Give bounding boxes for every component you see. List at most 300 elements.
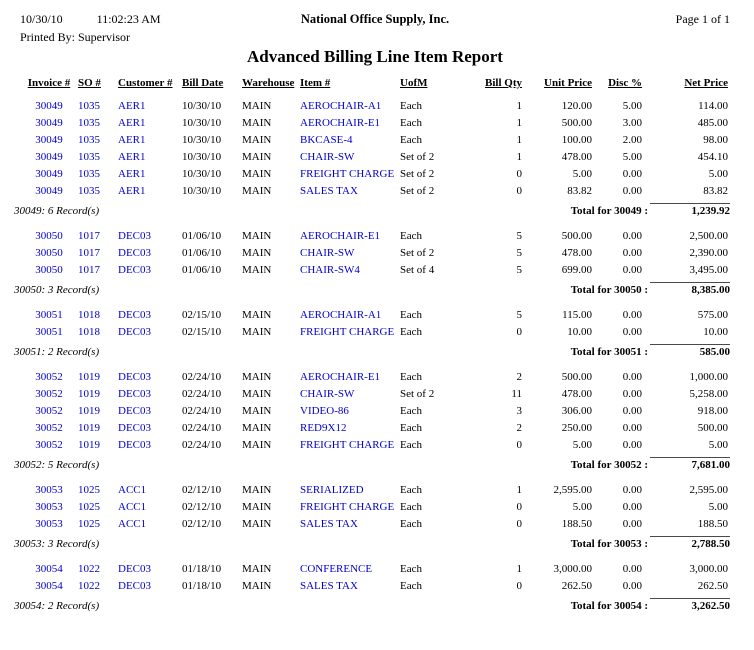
customer-number[interactable]: DEC03 bbox=[118, 247, 151, 259]
column-header-uofm: UofM bbox=[400, 77, 428, 89]
item-number[interactable]: FREIGHT CHARGE bbox=[300, 501, 395, 513]
uofm: Each bbox=[400, 100, 422, 112]
bill-qty: 1 bbox=[516, 484, 522, 496]
invoice-number[interactable]: 30052 bbox=[35, 439, 63, 451]
uofm: Each bbox=[400, 117, 422, 129]
uofm: Each bbox=[400, 309, 422, 321]
bill-date: 01/18/10 bbox=[182, 563, 222, 575]
column-header-bill-qty: Bill Qty bbox=[485, 77, 522, 89]
table-row bbox=[20, 324, 730, 341]
disc-percent: 0.00 bbox=[622, 168, 642, 180]
so-number[interactable]: 1035 bbox=[78, 185, 100, 197]
so-number[interactable]: 1019 bbox=[78, 371, 100, 383]
item-number[interactable]: CHAIR-SW4 bbox=[300, 264, 360, 276]
item-number[interactable]: AEROCHAIR-E1 bbox=[300, 371, 381, 383]
net-price: 98.00 bbox=[703, 134, 728, 146]
warehouse: MAIN bbox=[242, 439, 272, 451]
unit-price: 250.00 bbox=[561, 422, 592, 434]
table-row bbox=[20, 98, 730, 115]
table-row bbox=[20, 262, 730, 279]
unit-price: 83.82 bbox=[567, 185, 592, 197]
bill-qty: 5 bbox=[516, 230, 522, 242]
uofm: Each bbox=[400, 580, 422, 592]
net-price: 262.50 bbox=[697, 580, 728, 592]
net-price: 485.00 bbox=[697, 117, 728, 129]
net-price: 5.00 bbox=[708, 501, 728, 513]
bill-date: 10/30/10 bbox=[182, 100, 222, 112]
unit-price: 100.00 bbox=[561, 134, 592, 146]
customer-number[interactable]: AER1 bbox=[118, 168, 146, 180]
invoice-number[interactable]: 30053 bbox=[35, 518, 63, 530]
invoice-number[interactable]: 30052 bbox=[35, 405, 63, 417]
report-header-row bbox=[20, 12, 730, 27]
table-row bbox=[20, 561, 730, 578]
customer-number[interactable]: ACC1 bbox=[118, 501, 147, 513]
customer-number[interactable]: DEC03 bbox=[118, 422, 151, 434]
customer-number[interactable]: DEC03 bbox=[118, 264, 151, 276]
net-price: 575.00 bbox=[697, 309, 728, 321]
bill-date: 10/30/10 bbox=[182, 168, 222, 180]
column-header-customer: Customer # bbox=[118, 77, 173, 89]
disc-percent: 0.00 bbox=[622, 518, 642, 530]
warehouse: MAIN bbox=[242, 309, 272, 321]
so-number[interactable]: 1025 bbox=[78, 484, 100, 496]
table-row bbox=[20, 166, 730, 183]
net-price: 188.50 bbox=[697, 518, 728, 530]
group-total-value: 585.00 bbox=[650, 344, 730, 358]
customer-number[interactable]: AER1 bbox=[118, 185, 146, 197]
so-number[interactable]: 1035 bbox=[78, 134, 100, 146]
bill-qty: 1 bbox=[516, 151, 522, 163]
disc-percent: 0.00 bbox=[622, 326, 642, 338]
disc-percent: 0.00 bbox=[622, 484, 642, 496]
table-row bbox=[20, 115, 730, 132]
unit-price: 478.00 bbox=[561, 151, 592, 163]
invoice-number[interactable]: 30049 bbox=[35, 134, 63, 146]
customer-number[interactable]: DEC03 bbox=[118, 405, 151, 417]
uofm: Each bbox=[400, 230, 422, 242]
invoice-number[interactable]: 30049 bbox=[35, 151, 63, 163]
table-row bbox=[20, 183, 730, 200]
company-name: National Office Supply, Inc. bbox=[300, 12, 450, 26]
bill-date: 01/06/10 bbox=[182, 247, 222, 259]
column-header-bill-date: Bill Date bbox=[182, 77, 224, 89]
invoice-number[interactable]: 30052 bbox=[35, 388, 63, 400]
item-number[interactable]: CHAIR-SW bbox=[300, 247, 355, 259]
item-number[interactable]: SALES TAX bbox=[300, 185, 358, 197]
invoice-number[interactable]: 30050 bbox=[35, 264, 63, 276]
so-number[interactable]: 1017 bbox=[78, 247, 100, 259]
customer-number[interactable]: DEC03 bbox=[118, 230, 151, 242]
bill-qty: 0 bbox=[516, 185, 522, 197]
warehouse: MAIN bbox=[242, 185, 272, 197]
uofm: Each bbox=[400, 518, 422, 530]
group-total-label: Total for 30051 : bbox=[570, 346, 648, 358]
bill-date: 02/15/10 bbox=[182, 326, 222, 338]
net-price: 454.10 bbox=[697, 151, 728, 163]
warehouse: MAIN bbox=[242, 371, 272, 383]
warehouse: MAIN bbox=[242, 422, 272, 434]
bill-date: 02/12/10 bbox=[182, 518, 222, 530]
customer-number[interactable]: DEC03 bbox=[118, 371, 151, 383]
unit-price: 115.00 bbox=[562, 309, 592, 321]
record-count: 30050: 3 Record(s) bbox=[14, 284, 100, 296]
invoice-number[interactable]: 30049 bbox=[35, 168, 63, 180]
so-number[interactable]: 1017 bbox=[78, 230, 100, 242]
report-title: Advanced Billing Line Item Report bbox=[247, 47, 503, 66]
table-row bbox=[20, 516, 730, 533]
unit-price: 10.00 bbox=[567, 326, 592, 338]
customer-number[interactable]: DEC03 bbox=[118, 439, 151, 451]
bill-date: 02/12/10 bbox=[182, 501, 222, 513]
uofm: Each bbox=[400, 371, 422, 383]
report-date: 10/30/10 bbox=[20, 12, 63, 26]
disc-percent: 0.00 bbox=[622, 439, 642, 451]
warehouse: MAIN bbox=[242, 484, 272, 496]
uofm: Each bbox=[400, 405, 422, 417]
report-datetime bbox=[20, 12, 301, 27]
group-total-label: Total for 30050 : bbox=[570, 284, 648, 296]
bill-qty: 1 bbox=[516, 134, 522, 146]
bill-qty: 0 bbox=[516, 580, 522, 592]
unit-price: 699.00 bbox=[561, 264, 592, 276]
table-row bbox=[20, 499, 730, 516]
unit-price: 5.00 bbox=[572, 501, 592, 513]
bill-date: 10/30/10 bbox=[182, 117, 222, 129]
item-number[interactable]: CHAIR-SW bbox=[300, 151, 355, 163]
group-footer bbox=[14, 344, 730, 358]
invoice-number[interactable]: 30052 bbox=[35, 371, 63, 383]
warehouse: MAIN bbox=[242, 230, 272, 242]
unit-price: 500.00 bbox=[561, 117, 592, 129]
so-number[interactable]: 1019 bbox=[78, 439, 100, 451]
unit-price: 188.50 bbox=[561, 518, 592, 530]
table-row bbox=[20, 228, 730, 245]
bill-qty: 0 bbox=[516, 518, 522, 530]
report-time: 11:02:23 AM bbox=[96, 12, 161, 26]
warehouse: MAIN bbox=[242, 326, 272, 338]
unit-price: 5.00 bbox=[572, 168, 592, 180]
table-row bbox=[20, 386, 730, 403]
table-row bbox=[20, 482, 730, 499]
invoice-group bbox=[14, 482, 730, 550]
customer-number[interactable]: DEC03 bbox=[118, 388, 151, 400]
disc-percent: 0.00 bbox=[622, 247, 642, 259]
disc-percent: 0.00 bbox=[622, 422, 642, 434]
net-price: 10.00 bbox=[703, 326, 728, 338]
disc-percent: 0.00 bbox=[622, 563, 642, 575]
bill-qty: 0 bbox=[516, 168, 522, 180]
unit-price: 262.50 bbox=[561, 580, 592, 592]
uofm: Set of 2 bbox=[400, 247, 435, 259]
so-number[interactable]: 1025 bbox=[78, 518, 100, 530]
record-count: 30052: 5 Record(s) bbox=[14, 459, 100, 471]
group-total-label: Total for 30054 : bbox=[570, 600, 648, 612]
disc-percent: 0.00 bbox=[622, 388, 642, 400]
item-number[interactable]: FREIGHT CHARGE bbox=[300, 326, 395, 338]
bill-qty: 3 bbox=[516, 405, 522, 417]
uofm: Set of 2 bbox=[400, 151, 435, 163]
warehouse: MAIN bbox=[242, 518, 272, 530]
invoice-number[interactable]: 30050 bbox=[35, 247, 63, 259]
group-footer bbox=[14, 282, 730, 296]
invoice-number[interactable]: 30053 bbox=[35, 501, 63, 513]
group-total-label: Total for 30052 : bbox=[570, 459, 648, 471]
group-total-value: 3,262.50 bbox=[650, 598, 730, 612]
warehouse: MAIN bbox=[242, 388, 272, 400]
bill-qty: 2 bbox=[516, 371, 522, 383]
unit-price: 3,000.00 bbox=[553, 563, 592, 575]
so-number[interactable]: 1035 bbox=[78, 151, 100, 163]
column-header-disc: Disc % bbox=[608, 77, 642, 89]
item-number[interactable]: AEROCHAIR-E1 bbox=[300, 117, 381, 129]
table-header bbox=[20, 77, 730, 89]
record-count: 30049: 6 Record(s) bbox=[14, 205, 100, 217]
net-price: 2,595.00 bbox=[689, 484, 728, 496]
net-price: 2,390.00 bbox=[689, 247, 728, 259]
uofm: Each bbox=[400, 484, 422, 496]
disc-percent: 0.00 bbox=[622, 185, 642, 197]
group-total-value: 1,239.92 bbox=[650, 203, 730, 217]
disc-percent: 0.00 bbox=[622, 580, 642, 592]
group-total-label: Total for 30053 : bbox=[570, 538, 648, 550]
item-number[interactable]: FREIGHT CHARGE bbox=[300, 168, 395, 180]
net-price: 1,000.00 bbox=[689, 371, 728, 383]
group-total-label: Total for 30049 : bbox=[570, 205, 648, 217]
item-number[interactable]: SALES TAX bbox=[300, 518, 358, 530]
bill-date: 02/15/10 bbox=[182, 309, 222, 321]
bill-date: 02/24/10 bbox=[182, 422, 222, 434]
column-header-so: SO # bbox=[78, 77, 101, 89]
so-number[interactable]: 1022 bbox=[78, 580, 100, 592]
net-price: 2,500.00 bbox=[689, 230, 728, 242]
disc-percent: 0.00 bbox=[622, 264, 642, 276]
bill-date: 02/24/10 bbox=[182, 439, 222, 451]
unit-price: 2,595.00 bbox=[553, 484, 592, 496]
unit-price: 478.00 bbox=[561, 388, 592, 400]
warehouse: MAIN bbox=[242, 168, 272, 180]
invoice-group bbox=[14, 307, 730, 358]
disc-percent: 0.00 bbox=[622, 309, 642, 321]
disc-percent: 5.00 bbox=[622, 100, 642, 112]
warehouse: MAIN bbox=[242, 100, 272, 112]
bill-date: 02/12/10 bbox=[182, 484, 222, 496]
item-number[interactable]: SERIALIZED bbox=[300, 484, 364, 496]
uofm: Set of 2 bbox=[400, 388, 435, 400]
net-price: 5.00 bbox=[708, 439, 728, 451]
item-number[interactable]: CHAIR-SW bbox=[300, 388, 355, 400]
item-number[interactable]: AEROCHAIR-A1 bbox=[300, 309, 382, 321]
column-header-invoice: Invoice # bbox=[27, 77, 71, 89]
invoice-number[interactable]: 30054 bbox=[35, 580, 63, 592]
so-number[interactable]: 1025 bbox=[78, 501, 100, 513]
item-number[interactable]: AEROCHAIR-E1 bbox=[300, 230, 381, 242]
so-number[interactable]: 1035 bbox=[78, 168, 100, 180]
table-row bbox=[20, 245, 730, 262]
uofm: Each bbox=[400, 501, 422, 513]
so-number[interactable]: 1035 bbox=[78, 100, 100, 112]
bill-qty: 5 bbox=[516, 247, 522, 259]
invoice-number[interactable]: 30051 bbox=[35, 326, 63, 338]
record-count: 30053: 3 Record(s) bbox=[14, 538, 100, 550]
bill-qty: 2 bbox=[516, 422, 522, 434]
disc-percent: 5.00 bbox=[622, 151, 642, 163]
table-row bbox=[20, 420, 730, 437]
net-price: 3,000.00 bbox=[689, 563, 728, 575]
disc-percent: 0.00 bbox=[622, 501, 642, 513]
warehouse: MAIN bbox=[242, 405, 272, 417]
table-row bbox=[20, 132, 730, 149]
so-number[interactable]: 1019 bbox=[78, 388, 100, 400]
bill-date: 02/24/10 bbox=[182, 405, 222, 417]
invoice-number[interactable]: 30054 bbox=[35, 563, 63, 575]
warehouse: MAIN bbox=[242, 247, 272, 259]
net-price: 83.82 bbox=[703, 185, 728, 197]
customer-number[interactable]: AER1 bbox=[118, 134, 146, 146]
so-number[interactable]: 1019 bbox=[78, 405, 100, 417]
so-number[interactable]: 1018 bbox=[78, 326, 100, 338]
warehouse: MAIN bbox=[242, 151, 272, 163]
group-footer bbox=[14, 536, 730, 550]
unit-price: 306.00 bbox=[561, 405, 592, 417]
so-number[interactable]: 1019 bbox=[78, 422, 100, 434]
item-number[interactable]: CONFERENCE bbox=[300, 563, 373, 575]
table-row bbox=[20, 578, 730, 595]
invoice-group bbox=[14, 228, 730, 296]
disc-percent: 0.00 bbox=[622, 230, 642, 242]
bill-date: 10/30/10 bbox=[182, 151, 222, 163]
so-number[interactable]: 1022 bbox=[78, 563, 100, 575]
so-number[interactable]: 1018 bbox=[78, 309, 100, 321]
item-number[interactable]: FREIGHT CHARGE bbox=[300, 439, 395, 451]
net-price: 5,258.00 bbox=[689, 388, 728, 400]
bill-qty: 1 bbox=[516, 563, 522, 575]
net-price: 5.00 bbox=[708, 168, 728, 180]
customer-number[interactable]: AER1 bbox=[118, 117, 146, 129]
customer-number[interactable]: DEC03 bbox=[118, 563, 151, 575]
invoice-number[interactable]: 30050 bbox=[35, 230, 63, 242]
uofm: Set of 4 bbox=[400, 264, 435, 276]
printed-by: Printed By: Supervisor bbox=[20, 30, 130, 44]
item-number[interactable]: AEROCHAIR-A1 bbox=[300, 100, 382, 112]
disc-percent: 0.00 bbox=[622, 371, 642, 383]
invoice-group bbox=[14, 369, 730, 471]
uofm: Set of 2 bbox=[400, 185, 435, 197]
bill-date: 10/30/10 bbox=[182, 134, 222, 146]
invoice-group bbox=[14, 561, 730, 612]
warehouse: MAIN bbox=[242, 134, 272, 146]
warehouse: MAIN bbox=[242, 264, 272, 276]
invoice-number[interactable]: 30053 bbox=[35, 484, 63, 496]
uofm: Each bbox=[400, 439, 422, 451]
group-footer bbox=[14, 203, 730, 217]
bill-qty: 5 bbox=[516, 264, 522, 276]
table-row bbox=[20, 149, 730, 166]
item-number[interactable]: VIDEO-86 bbox=[300, 405, 349, 417]
invoice-number[interactable]: 30052 bbox=[35, 422, 63, 434]
net-price: 500.00 bbox=[697, 422, 728, 434]
bill-date: 02/24/10 bbox=[182, 371, 222, 383]
customer-number[interactable]: AER1 bbox=[118, 151, 146, 163]
group-total-value: 7,681.00 bbox=[650, 457, 730, 471]
table-row bbox=[20, 369, 730, 386]
bill-qty: 11 bbox=[511, 388, 522, 400]
unit-price: 500.00 bbox=[561, 371, 592, 383]
group-footer bbox=[14, 598, 730, 612]
bill-date: 01/06/10 bbox=[182, 230, 222, 242]
column-header-item: Item # bbox=[300, 77, 331, 89]
table-row bbox=[20, 307, 730, 324]
item-number[interactable]: RED9X12 bbox=[300, 422, 347, 434]
item-number[interactable]: SALES TAX bbox=[300, 580, 358, 592]
unit-price: 500.00 bbox=[561, 230, 592, 242]
disc-percent: 0.00 bbox=[622, 405, 642, 417]
customer-number[interactable]: ACC1 bbox=[118, 484, 147, 496]
bill-qty: 0 bbox=[516, 501, 522, 513]
invoice-number[interactable]: 30051 bbox=[35, 309, 63, 321]
page-number: Page 1 of 1 bbox=[675, 12, 730, 26]
column-header-net-price: Net Price bbox=[684, 77, 728, 89]
bill-date: 10/30/10 bbox=[182, 185, 222, 197]
bill-qty: 0 bbox=[516, 326, 522, 338]
column-header-warehouse: Warehouse bbox=[242, 77, 295, 89]
invoice-number[interactable]: 30049 bbox=[35, 100, 63, 112]
net-price: 114.00 bbox=[698, 100, 728, 112]
customer-number[interactable]: DEC03 bbox=[118, 309, 151, 321]
uofm: Each bbox=[400, 422, 422, 434]
unit-price: 5.00 bbox=[572, 439, 592, 451]
customer-number[interactable]: DEC03 bbox=[118, 326, 151, 338]
group-total-value: 8,385.00 bbox=[650, 282, 730, 296]
bill-qty: 0 bbox=[516, 439, 522, 451]
record-count: 30054: 2 Record(s) bbox=[14, 600, 100, 612]
uofm: Set of 2 bbox=[400, 168, 435, 180]
so-number[interactable]: 1035 bbox=[78, 117, 100, 129]
column-header-unit-price: Unit Price bbox=[544, 77, 592, 89]
bill-qty: 1 bbox=[516, 117, 522, 129]
table-row bbox=[20, 437, 730, 454]
customer-number[interactable]: AER1 bbox=[118, 100, 146, 112]
invoice-number[interactable]: 30049 bbox=[35, 185, 63, 197]
so-number[interactable]: 1017 bbox=[78, 264, 100, 276]
table-row bbox=[20, 403, 730, 420]
bill-qty: 1 bbox=[516, 100, 522, 112]
bill-date: 01/18/10 bbox=[182, 580, 222, 592]
group-total-value: 2,788.50 bbox=[650, 536, 730, 550]
uofm: Each bbox=[400, 563, 422, 575]
table-body bbox=[14, 98, 730, 612]
net-price: 3,495.00 bbox=[689, 264, 728, 276]
net-price: 918.00 bbox=[697, 405, 728, 417]
invoice-number[interactable]: 30049 bbox=[35, 117, 63, 129]
group-footer bbox=[14, 457, 730, 471]
bill-date: 02/24/10 bbox=[182, 388, 222, 400]
bill-qty: 5 bbox=[516, 309, 522, 321]
warehouse: MAIN bbox=[242, 580, 272, 592]
disc-percent: 3.00 bbox=[622, 117, 642, 129]
invoice-group bbox=[14, 98, 730, 217]
uofm: Each bbox=[400, 134, 422, 146]
unit-price: 478.00 bbox=[561, 247, 592, 259]
warehouse: MAIN bbox=[242, 117, 272, 129]
customer-number[interactable]: DEC03 bbox=[118, 580, 151, 592]
item-number[interactable]: BKCASE-4 bbox=[300, 134, 353, 146]
uofm: Each bbox=[400, 326, 422, 338]
record-count: 30051: 2 Record(s) bbox=[14, 346, 100, 358]
bill-date: 01/06/10 bbox=[182, 264, 222, 276]
unit-price: 120.00 bbox=[561, 100, 592, 112]
customer-number[interactable]: ACC1 bbox=[118, 518, 147, 530]
